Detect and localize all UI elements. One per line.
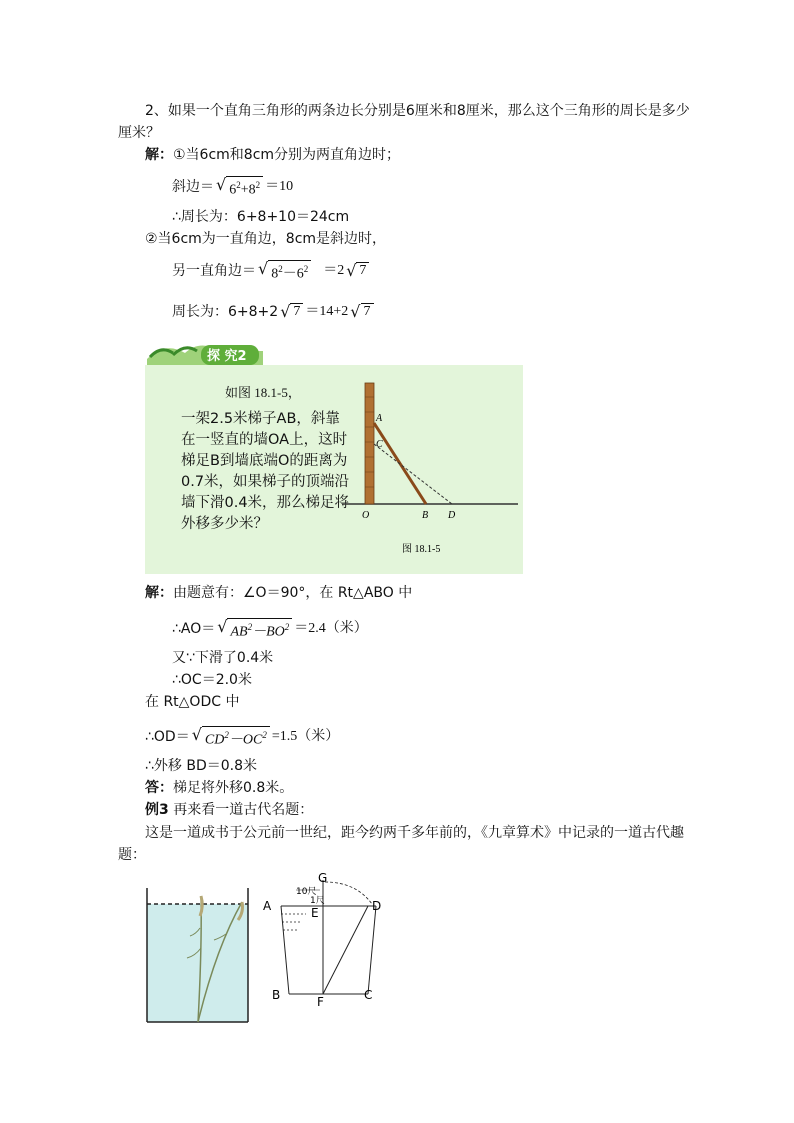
svg-text:1尺: 1尺 [310, 896, 325, 906]
svg-text:D: D [448, 510, 456, 521]
explore-intro: 如图 18.1-5， [225, 385, 301, 400]
svg-text:O: O [362, 510, 370, 521]
ladder-figure [340, 377, 520, 572]
sqrt-expression: √ $6^2+8^2$ [216, 176, 263, 199]
example-3-line1: 这是一道成书于公元前一世纪，距今约两千多年前的，《九章算术》中记录的一道古代趣 [145, 825, 684, 841]
svg-text:A: A [263, 899, 272, 913]
svg-text:B: B [422, 510, 429, 521]
hypotenuse-formula: 斜边＝ √ $6^2+8^2$ ＝10 [172, 175, 294, 198]
explore-problem-text: 一架2.5米梯子AB，斜靠在一竖直的墙OA上，这时梯足B到墙底端O的距离为0.7米，如果梯子的顶端沿墙下滑0.4米，那么梯足将外移多少米？ [181, 411, 350, 532]
example-3-line2: 题： [118, 847, 146, 863]
ladder-cd [374, 444, 452, 504]
svg-text:D: D [372, 899, 382, 913]
question-2-line2: 厘米？ [118, 125, 160, 141]
svg-text:A: A [376, 413, 383, 424]
explore-banner-label: 探 究2 [207, 349, 247, 364]
other-leg-formula: 另一直角边＝ √ $8^2-6^2$ ＝2 √ 7 [172, 260, 371, 283]
solution-2-line4: ∴OC＝2.0米 [172, 672, 252, 688]
svg-text:G: G [318, 871, 328, 885]
solution-2-line7: ∴外移 BD＝0.8米 [145, 758, 258, 774]
explore-2-panel [145, 337, 523, 574]
svg-text:E: E [311, 906, 319, 920]
svg-text:B: B [272, 988, 281, 1002]
solution-2-line1: 解：由题意有：∠O＝90°，在 Rt△ABO 中 [145, 585, 413, 601]
ao-formula: ∴AO＝ √ $AB^2-BO^2$ ＝2.4（米） [172, 617, 368, 640]
svg-text:10尺: 10尺 [296, 887, 317, 897]
solution-2-line3: 又∵下滑了0.4米 [172, 650, 274, 666]
question-2-line1: 2、如果一个直角三角形的两条边长分别是6厘米和8厘米，那么这个三角形的周长是多少 [145, 103, 690, 119]
svg-text:F: F [317, 995, 324, 1009]
answer-line: 答：梯足将外移0.8米。 [145, 780, 294, 796]
water-reed-figure [146, 888, 250, 1026]
example-3-heading: 例3 再来看一道古代名题： [145, 802, 314, 818]
figure-caption: 图 18.1-5 [402, 544, 441, 555]
svg-text:C: C [364, 988, 373, 1002]
case-2: ②当6cm为一直角边，8cm是斜边时， [145, 231, 387, 247]
perimeter-1: ∴周长为：6+8+10＝24cm [172, 209, 350, 225]
od-formula: ∴OD＝ √ $CD^2-OC^2$ =1.5（米） [145, 725, 340, 748]
wall [365, 383, 374, 504]
pool-geometry-figure [258, 868, 388, 1010]
solution-2-line5: 在 Rt△ODC 中 [145, 694, 240, 710]
explore-banner [145, 337, 265, 367]
perimeter-2: 周长为：6+8+2 √ 7 ＝14+2 √ 7 [172, 302, 376, 322]
svg-text:C: C [376, 439, 383, 450]
solution-1-line1: 解：①当6cm和8cm分别为两直角边时； [145, 147, 401, 163]
